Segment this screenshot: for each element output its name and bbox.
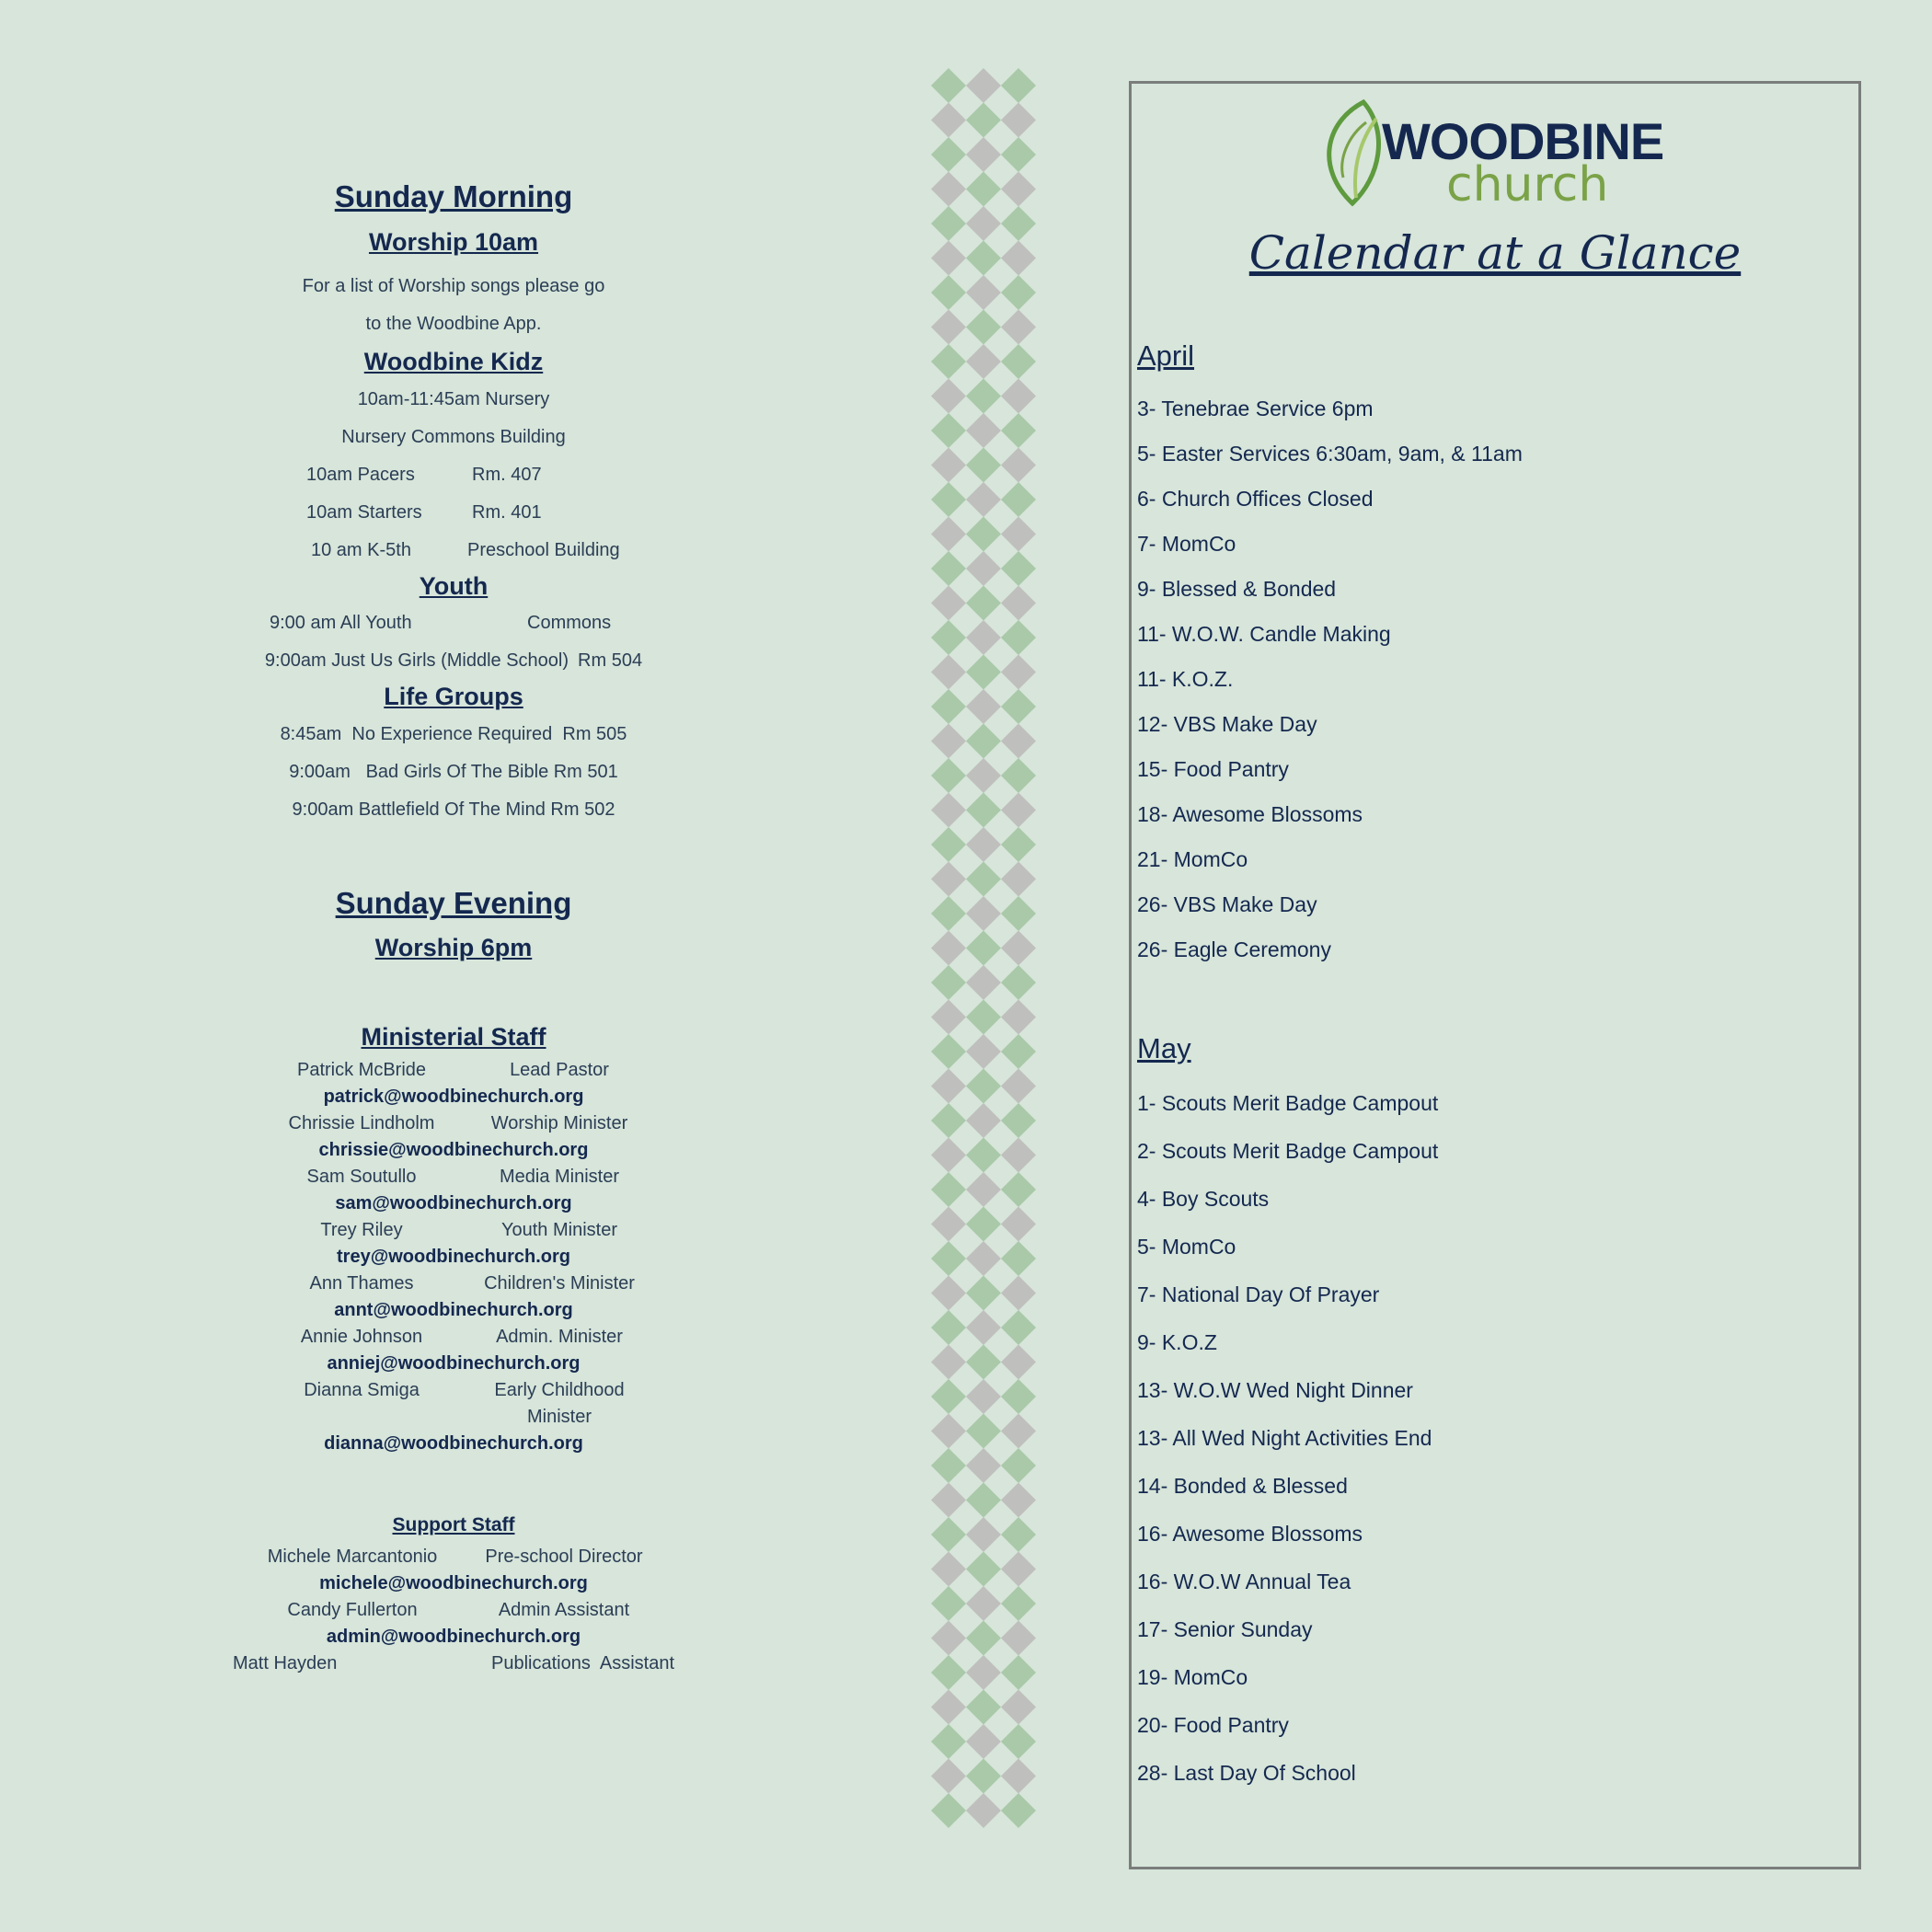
diamond-shape (966, 1448, 1001, 1483)
diamond-shape (931, 1448, 966, 1483)
diamond-shape (931, 931, 966, 966)
diamond-shape (1001, 1172, 1036, 1207)
diamond-shape (1001, 137, 1036, 172)
diamond-shape (1001, 586, 1036, 621)
diamond-shape (931, 517, 966, 552)
diamond-shape (1001, 413, 1036, 448)
diamond-shape (966, 137, 1001, 172)
diamond-shape (931, 172, 966, 207)
diamond-shape (966, 344, 1001, 379)
life-group-item: 9:00am Battlefield Of The Mind Rm 502 (292, 799, 615, 820)
life-group-item: 9:00am Bad Girls Of The Bible Rm 501 (289, 761, 618, 782)
kidz-line: Nursery Commons Building (341, 426, 566, 447)
life-group-item: 8:45am No Experience Required Rm 505 (280, 723, 627, 744)
staff-name: Sam Soutullo (306, 1167, 417, 1188)
diamond-shape (931, 448, 966, 483)
diamond-shape (931, 1103, 966, 1138)
may-events-list (1137, 1091, 1438, 1809)
sunday-evening-heading: Sunday Evening (335, 885, 572, 920)
calendar-event: 26- Eagle Ceremony (1137, 937, 1331, 961)
diamond-shape (966, 1552, 1001, 1587)
diamond-shape (931, 965, 966, 1000)
diamond-shape (931, 1793, 966, 1828)
diamond-shape (966, 1517, 1001, 1552)
calendar-event: 6- Church Offices Closed (1137, 487, 1374, 511)
diamond-shape (1001, 793, 1036, 828)
diamond-shape (966, 517, 1001, 552)
calendar-event: 19- MomCo (1137, 1665, 1248, 1689)
kidz-place: Rm. 407 (472, 464, 542, 485)
staff-name: Candy Fullerton (287, 1599, 418, 1620)
calendar-event: 21- MomCo (1137, 847, 1248, 871)
diamond-shape (966, 1483, 1001, 1518)
diamond-shape (966, 1345, 1001, 1380)
diamond-shape (931, 1517, 966, 1552)
support-staff-heading: Support Staff (392, 1514, 515, 1536)
diamond-shape (1001, 103, 1036, 138)
diamond-shape (931, 275, 966, 310)
diamond-shape (931, 1414, 966, 1449)
diamond-pattern-divider (931, 68, 1036, 1862)
calendar-event: 5- MomCo (1137, 1235, 1236, 1259)
diamond-shape (966, 1276, 1001, 1311)
diamond-shape (966, 551, 1001, 586)
staff-email: chrissie@woodbinechurch.org (318, 1140, 589, 1161)
kidz-time: 10 am K-5th (311, 539, 411, 560)
diamond-shape (931, 1621, 966, 1656)
staff-row (184, 1057, 723, 1084)
kidz-time: 10am Starters (306, 501, 422, 523)
diamond-shape (966, 310, 1001, 345)
kidz-place: Rm. 401 (472, 501, 542, 523)
diamond-shape (1001, 1724, 1036, 1759)
diamond-shape (966, 1621, 1001, 1656)
diamond-shape (1001, 1483, 1036, 1518)
staff-row (184, 1324, 723, 1351)
diamond-shape (1001, 1552, 1036, 1587)
diamond-shape (1001, 206, 1036, 241)
diamond-shape (1001, 551, 1036, 586)
worship-note-line-1: For a list of Worship songs please go (302, 276, 605, 297)
diamond-shape (931, 1310, 966, 1345)
diamond-shape (1001, 965, 1036, 1000)
kidz-row (184, 456, 723, 494)
diamond-shape (931, 310, 966, 345)
woodbine-church-logo (1316, 95, 1702, 216)
staff-row (184, 1377, 723, 1404)
staff-email: patrick@woodbinechurch.org (323, 1087, 584, 1108)
calendar-event: 16- W.O.W Annual Tea (1137, 1570, 1351, 1593)
diamond-shape (966, 620, 1001, 655)
diamond-shape (966, 1724, 1001, 1759)
staff-role: Media Minister (499, 1167, 620, 1188)
diamond-shape (931, 1241, 966, 1276)
diamond-shape (1001, 758, 1036, 793)
staff-email: sam@woodbinechurch.org (335, 1193, 572, 1214)
diamond-shape (931, 1379, 966, 1414)
kidz-place: Preschool Building (467, 539, 620, 560)
youth-row (184, 604, 723, 642)
worship-6pm-heading: Worship 6pm (374, 934, 533, 962)
diamond-shape (1001, 1759, 1036, 1794)
diamond-shape (1001, 931, 1036, 966)
diamond-shape (1001, 1793, 1036, 1828)
youth-heading: Youth (419, 571, 489, 600)
diamond-shape (1001, 1069, 1036, 1104)
diamond-shape (1001, 896, 1036, 931)
diamond-shape (931, 896, 966, 931)
diamond-shape (966, 1207, 1001, 1242)
diamond-shape (966, 1172, 1001, 1207)
staff-email: trey@woodbinechurch.org (337, 1247, 570, 1268)
diamond-shape (1001, 1207, 1036, 1242)
staff-role: Lead Pastor (510, 1060, 609, 1081)
diamond-shape (1001, 1586, 1036, 1621)
diamond-shape (931, 793, 966, 828)
diamond-shape (1001, 241, 1036, 276)
calendar-event: 1- Scouts Merit Badge Campout (1137, 1091, 1439, 1115)
sunday-morning-heading: Sunday Morning (334, 179, 573, 213)
diamond-shape (966, 655, 1001, 690)
staff-role: Early Childhood (494, 1380, 625, 1401)
diamond-shape (966, 1138, 1001, 1173)
calendar-event: 5- Easter Services 6:30am, 9am, & 11am (1137, 442, 1523, 466)
diamond-shape (1001, 1414, 1036, 1449)
diamond-shape (1001, 1345, 1036, 1380)
diamond-shape (966, 1793, 1001, 1828)
diamond-shape (966, 1690, 1001, 1725)
diamond-shape (1001, 344, 1036, 379)
staff-role-cont: Minister (526, 1407, 592, 1428)
diamond-shape (931, 655, 966, 690)
diamond-shape (1001, 827, 1036, 862)
worship-note-line-2: to the Woodbine App. (365, 314, 542, 335)
diamond-shape (931, 1690, 966, 1725)
staff-role: Admin. Minister (496, 1327, 623, 1348)
diamond-shape (966, 1379, 1001, 1414)
diamond-shape (931, 137, 966, 172)
youth-time: 9:00 am All Youth (270, 613, 412, 634)
diamond-shape (966, 827, 1001, 862)
logo-church-text: church (1446, 157, 1609, 213)
diamond-shape (966, 1414, 1001, 1449)
staff-row (184, 1110, 723, 1137)
staff-role: Publications Assistant (491, 1652, 674, 1673)
kidz-time: 10am Pacers (306, 464, 415, 485)
support-staff-list (184, 1544, 723, 1677)
diamond-shape (966, 1069, 1001, 1104)
diamond-shape (1001, 310, 1036, 345)
woodbine-kidz-heading: Woodbine Kidz (363, 348, 544, 376)
diamond-shape (931, 68, 966, 103)
calendar-event: 13- W.O.W Wed Night Dinner (1137, 1378, 1413, 1402)
diamond-shape (966, 931, 1001, 966)
staff-name: Dianna Smiga (304, 1380, 420, 1401)
diamond-shape (931, 1586, 966, 1621)
calendar-event: 12- VBS Make Day (1137, 712, 1317, 736)
diamond-shape (966, 1103, 1001, 1138)
staff-row (184, 1597, 723, 1624)
diamond-shape (931, 1724, 966, 1759)
diamond-shape (931, 103, 966, 138)
diamond-shape (1001, 689, 1036, 724)
diamond-shape (1001, 68, 1036, 103)
diamond-shape (931, 724, 966, 759)
calendar-event: 9- K.O.Z (1137, 1330, 1217, 1354)
kidz-row (184, 532, 723, 569)
diamond-shape (1001, 1241, 1036, 1276)
diamond-shape (966, 862, 1001, 897)
diamond-shape (931, 1172, 966, 1207)
diamond-shape (1001, 482, 1036, 517)
staff-name: Matt Hayden (233, 1652, 338, 1673)
staff-name: Michele Marcantonio (267, 1546, 438, 1567)
life-groups-heading: Life Groups (384, 683, 523, 711)
calendar-event: 11- W.O.W. Candle Making (1137, 622, 1391, 646)
calendar-event: 26- VBS Make Day (1137, 892, 1317, 916)
diamond-shape (1001, 620, 1036, 655)
diamond-shape (966, 172, 1001, 207)
youth-place: Commons (527, 613, 612, 634)
calendar-event: 14- Bonded & Blessed (1137, 1474, 1348, 1498)
calendar-event: 4- Boy Scouts (1137, 1187, 1270, 1211)
diamond-shape (966, 241, 1001, 276)
calendar-event: 16- Awesome Blossoms (1137, 1522, 1363, 1546)
diamond-shape (966, 1310, 1001, 1345)
diamond-shape (931, 344, 966, 379)
calendar-event: 9- Blessed & Bonded (1137, 577, 1337, 601)
diamond-shape (966, 413, 1001, 448)
diamond-shape (1001, 172, 1036, 207)
diamond-shape (931, 1069, 966, 1104)
diamond-shape (931, 1207, 966, 1242)
staff-name: Ann Thames (309, 1273, 414, 1294)
calendar-event: 18- Awesome Blossoms (1137, 802, 1363, 826)
calendar-event: 7- National Day Of Prayer (1137, 1282, 1380, 1306)
kidz-row (184, 494, 723, 532)
diamond-shape (1001, 517, 1036, 552)
staff-email: anniej@woodbinechurch.org (327, 1353, 581, 1374)
diamond-shape (931, 1138, 966, 1173)
staff-name: Chrissie Lindholm (288, 1113, 435, 1134)
april-events-list (1137, 397, 1523, 983)
diamond-shape (966, 482, 1001, 517)
diamond-shape (1001, 1690, 1036, 1725)
ministerial-staff-heading: Ministerial Staff (361, 1022, 546, 1051)
diamond-shape (1001, 1103, 1036, 1138)
services-column (184, 179, 723, 1677)
diamond-shape (966, 206, 1001, 241)
diamond-shape (931, 379, 966, 414)
diamond-shape (931, 586, 966, 621)
calendar-event: 20- Food Pantry (1137, 1713, 1289, 1737)
diamond-shape (1001, 379, 1036, 414)
youth-place: Rm 504 (578, 650, 643, 672)
staff-name: Annie Johnson (300, 1327, 423, 1348)
staff-email: dianna@woodbinechurch.org (324, 1433, 583, 1455)
diamond-shape (931, 862, 966, 897)
diamond-shape (966, 1586, 1001, 1621)
diamond-shape (931, 1552, 966, 1587)
diamond-shape (1001, 1655, 1036, 1690)
diamond-shape (931, 1655, 966, 1690)
diamond-shape (931, 206, 966, 241)
diamond-shape (1001, 1276, 1036, 1311)
staff-role: Worship Minister (490, 1113, 628, 1134)
calendar-event: 17- Senior Sunday (1137, 1617, 1313, 1641)
month-may-heading: May (1137, 1032, 1191, 1064)
diamond-shape (931, 1000, 966, 1035)
diamond-shape (1001, 1379, 1036, 1414)
calendar-event: 2- Scouts Merit Badge Campout (1137, 1139, 1439, 1163)
diamond-shape (966, 448, 1001, 483)
kidz-line: 10am-11:45am Nursery (357, 388, 550, 409)
staff-row (184, 1164, 723, 1190)
ministerial-staff-list (184, 1057, 723, 1457)
diamond-shape (966, 68, 1001, 103)
staff-role: Pre-school Director (485, 1546, 643, 1567)
diamond-shape (966, 1241, 1001, 1276)
calendar-event: 3- Tenebrae Service 6pm (1137, 397, 1374, 420)
diamond-shape (1001, 1448, 1036, 1483)
staff-email: annt@woodbinechurch.org (334, 1300, 573, 1321)
staff-name: Trey Riley (320, 1220, 403, 1241)
staff-row (184, 1217, 723, 1244)
staff-row (184, 1404, 723, 1431)
diamond-shape (1001, 1034, 1036, 1069)
diamond-shape (1001, 1310, 1036, 1345)
staff-email: admin@woodbinechurch.org (326, 1626, 581, 1647)
diamond-shape (1001, 448, 1036, 483)
diamond-shape (966, 103, 1001, 138)
diamond-shape (931, 1276, 966, 1311)
diamond-shape (931, 413, 966, 448)
diamond-shape (966, 793, 1001, 828)
calendar-event: 7- MomCo (1137, 532, 1236, 556)
calendar-event: 13- All Wed Night Activities End (1137, 1426, 1432, 1450)
diamond-shape (966, 1000, 1001, 1035)
diamond-shape (931, 689, 966, 724)
diamond-shape (931, 1483, 966, 1518)
diamond-shape (931, 1345, 966, 1380)
staff-row (184, 1650, 723, 1677)
diamond-shape (931, 827, 966, 862)
diamond-shape (966, 758, 1001, 793)
diamond-shape (1001, 1138, 1036, 1173)
calendar-event: 28- Last Day Of School (1137, 1761, 1356, 1785)
logo-woodbine-text: WOODBINE (1382, 112, 1664, 170)
diamond-shape (966, 896, 1001, 931)
staff-role: Admin Assistant (498, 1599, 630, 1620)
diamond-shape (1001, 862, 1036, 897)
worship-10am-heading: Worship 10am (368, 227, 539, 256)
diamond-shape (966, 586, 1001, 621)
youth-row (184, 642, 723, 680)
calendar-event: 11- K.O.Z. (1137, 667, 1234, 691)
diamond-shape (931, 1759, 966, 1794)
youth-time: 9:00am Just Us Girls (Middle School) (264, 650, 569, 672)
diamond-shape (1001, 655, 1036, 690)
diamond-shape (966, 965, 1001, 1000)
staff-role: Children's Minister (484, 1273, 635, 1294)
diamond-shape (1001, 1000, 1036, 1035)
diamond-shape (931, 241, 966, 276)
diamond-shape (931, 482, 966, 517)
diamond-shape (931, 758, 966, 793)
diamond-shape (966, 1759, 1001, 1794)
diamond-shape (966, 1034, 1001, 1069)
calendar-title: Calendar at a Glance (1248, 226, 1742, 280)
diamond-shape (1001, 724, 1036, 759)
diamond-shape (966, 724, 1001, 759)
diamond-shape (966, 1655, 1001, 1690)
staff-email: michele@woodbinechurch.org (319, 1572, 588, 1593)
staff-role: Youth Minister (501, 1220, 617, 1241)
diamond-shape (931, 620, 966, 655)
diamond-shape (966, 275, 1001, 310)
diamond-shape (966, 689, 1001, 724)
diamond-shape (931, 551, 966, 586)
diamond-shape (931, 1034, 966, 1069)
diamond-shape (1001, 1517, 1036, 1552)
staff-row (184, 1544, 723, 1570)
staff-row (184, 1271, 723, 1297)
staff-name: Patrick McBride (296, 1060, 427, 1081)
calendar-panel (1129, 81, 1861, 1869)
diamond-shape (966, 379, 1001, 414)
month-april-heading: April (1137, 339, 1195, 372)
diamond-shape (1001, 1621, 1036, 1656)
diamond-shape (1001, 275, 1036, 310)
calendar-event: 15- Food Pantry (1137, 757, 1289, 781)
